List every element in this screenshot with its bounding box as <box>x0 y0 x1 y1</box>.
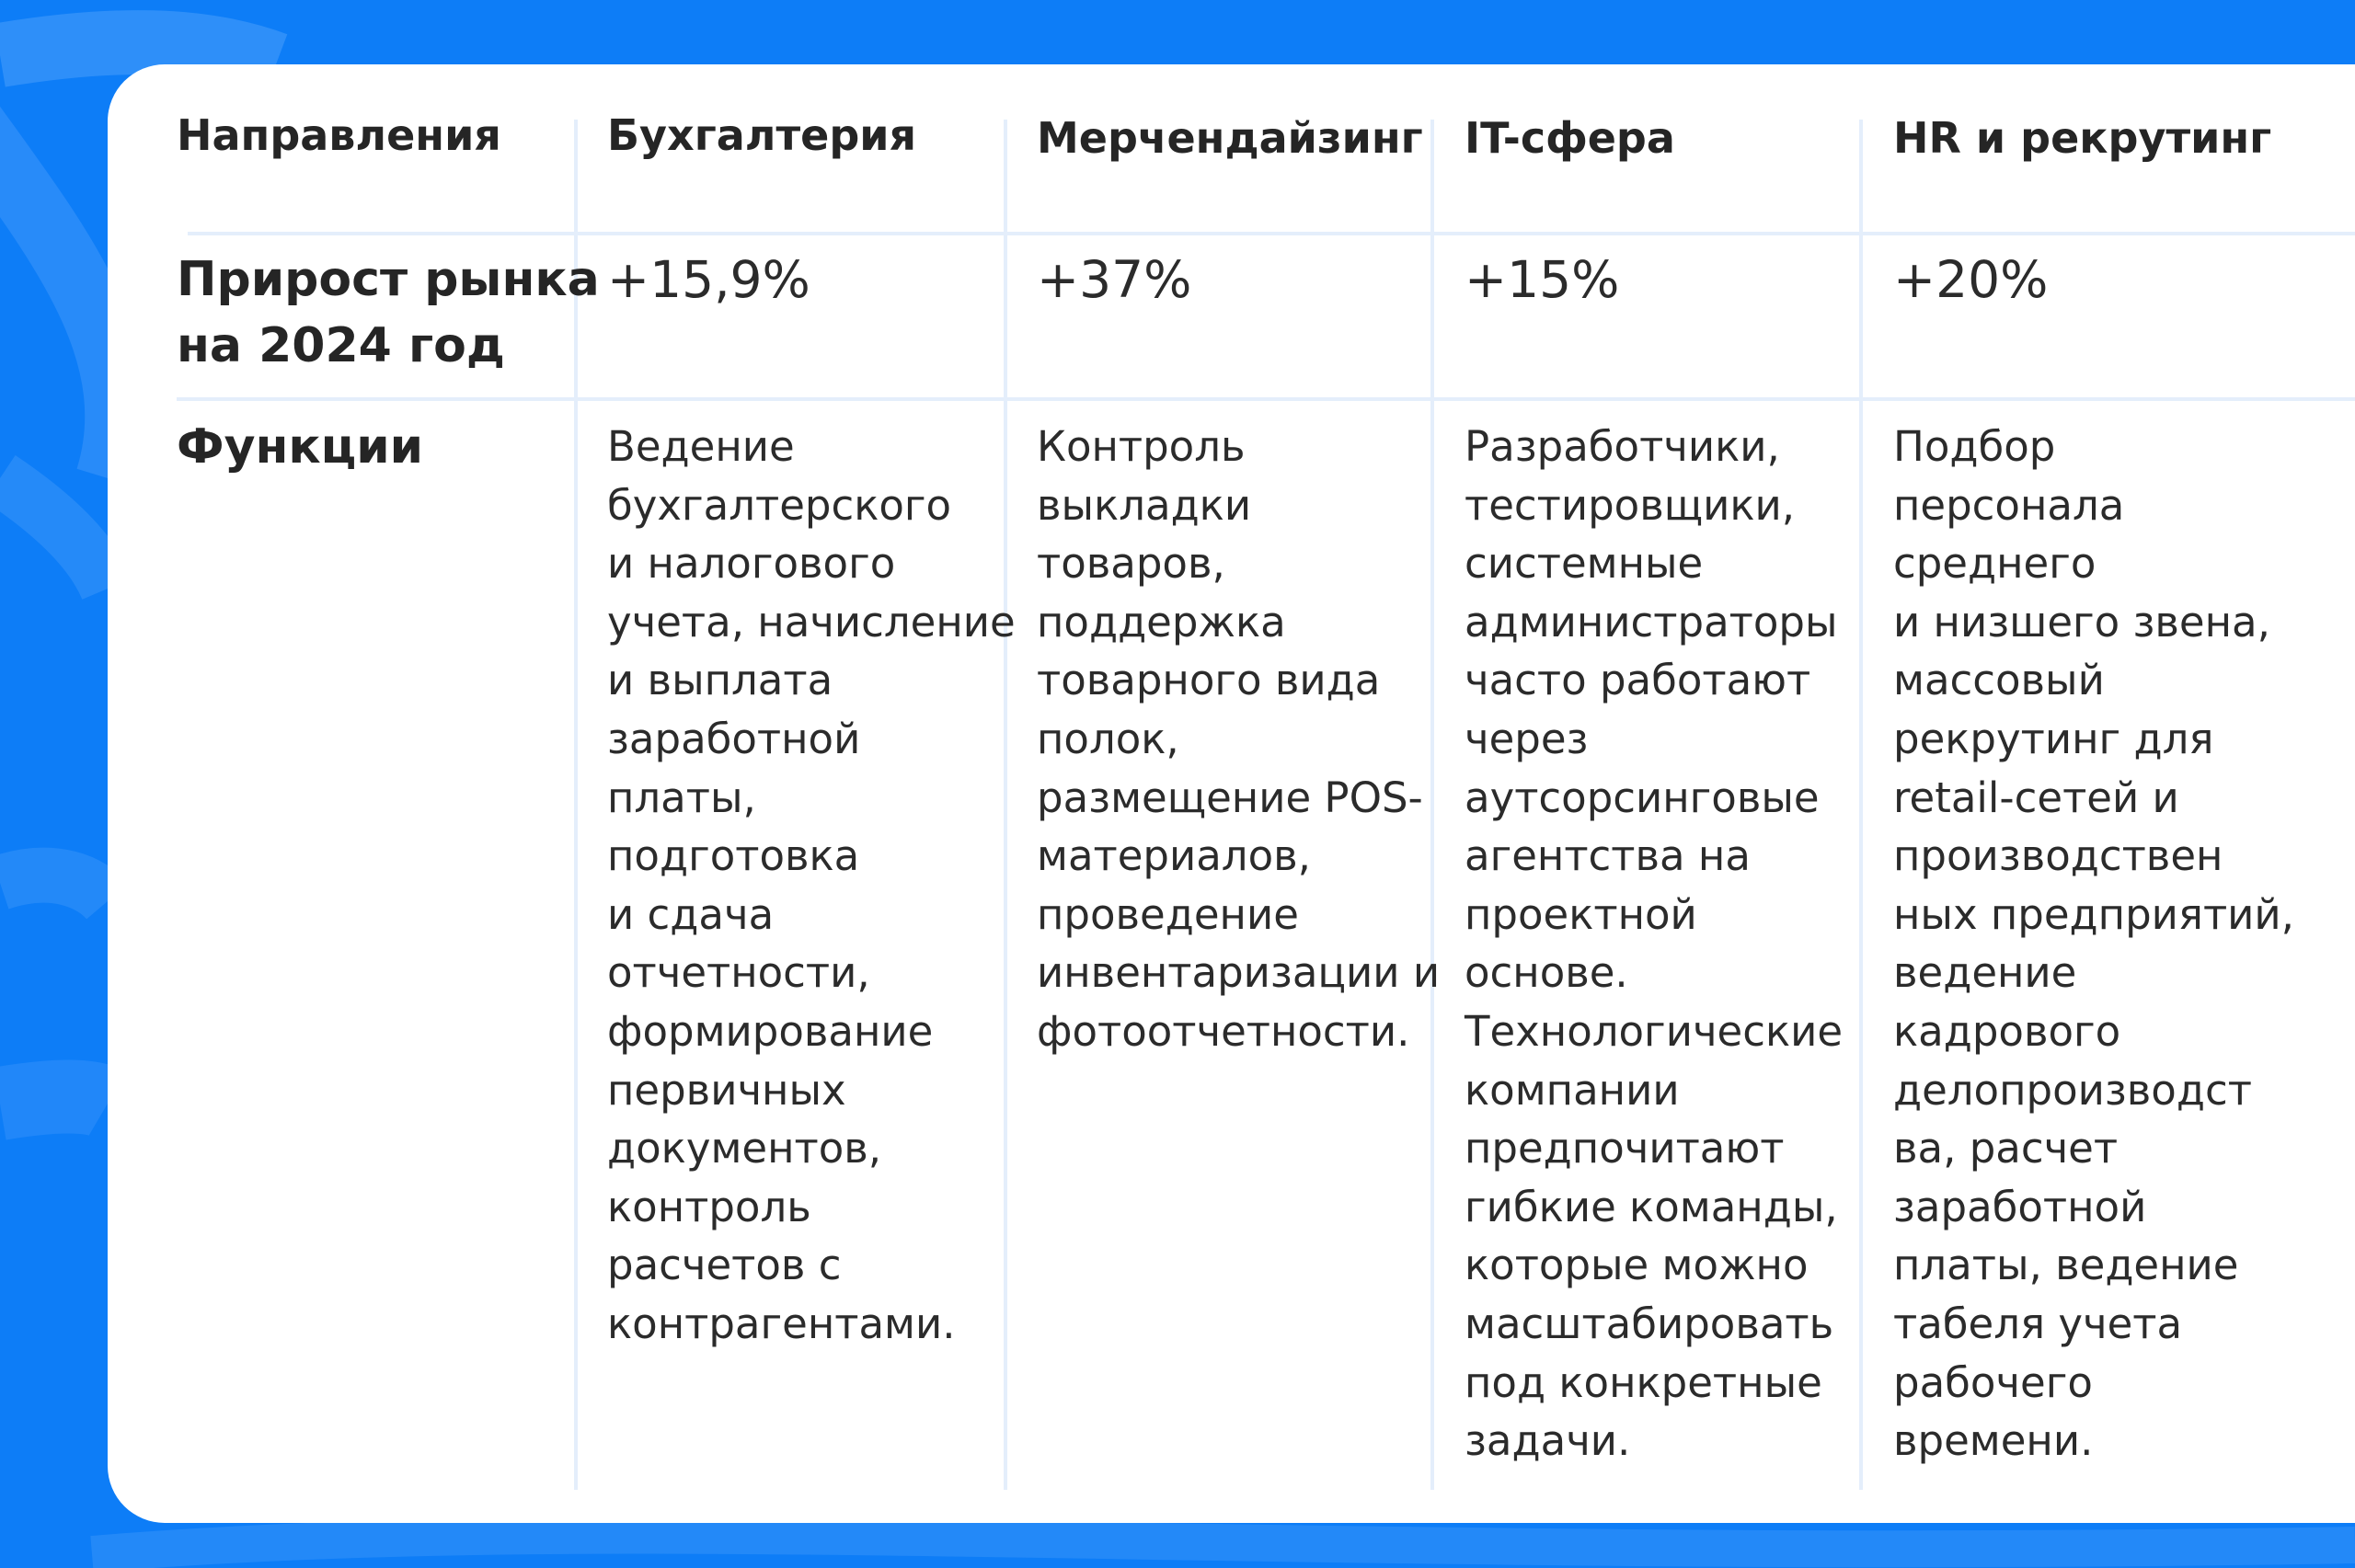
table-card <box>108 64 2355 1523</box>
functions-hr-recruiting: Подбор персонала среднего и низшего звена, массовый рекрутинг для retail-сетей и производствен ных предприятий, ведение кадрового делопроизводст ва, расчет заработной платы, ведение табеля учета рабочего времени. <box>1893 422 2294 1466</box>
header-it-sphere: IT-сфера <box>1465 113 1675 163</box>
functions-merchandising: Контроль выкладки товаров, поддержка товарного вида полок, размещение POS- материалов, проведение инвентаризации и фотоотчетности. <box>1037 422 1441 1056</box>
row-divider-2 <box>177 397 2355 401</box>
growth-merchandising: +37% <box>1037 250 1192 309</box>
growth-hr-recruiting: +20% <box>1893 250 2049 309</box>
row-divider-1 <box>188 232 2355 235</box>
functions-it-sphere: Разработчики, тестировщики, системные администраторы часто работают через аутсорсинговые агентства на проектной основе. Технологические компании предпочитают гибкие команды, которые можно масштабировать под конкретные задачи. <box>1465 422 1844 1466</box>
header-merchandising: Мерчендайзинг <box>1037 113 1423 163</box>
header-hr-recruiting: HR и рекрутинг <box>1893 113 2272 163</box>
row-label-functions: Функции <box>177 419 424 475</box>
column-divider-4 <box>1859 120 1863 1490</box>
growth-accounting: +15,9% <box>607 250 810 309</box>
growth-it-sphere: +15% <box>1465 250 1620 309</box>
comparison-table <box>177 92 2355 1523</box>
row-label-market-growth: Прирост рынка на 2024 год <box>177 252 600 373</box>
functions-accounting: Ведение бухгалтерского и налогового учета, начисление и выплата заработной платы, подготовка и сдача отчетности, формирование первичных документов, контроль расчетов с контрагентами. <box>607 422 1016 1348</box>
header-directions: Направления <box>177 110 501 160</box>
header-accounting: Бухгалтерия <box>607 110 917 160</box>
